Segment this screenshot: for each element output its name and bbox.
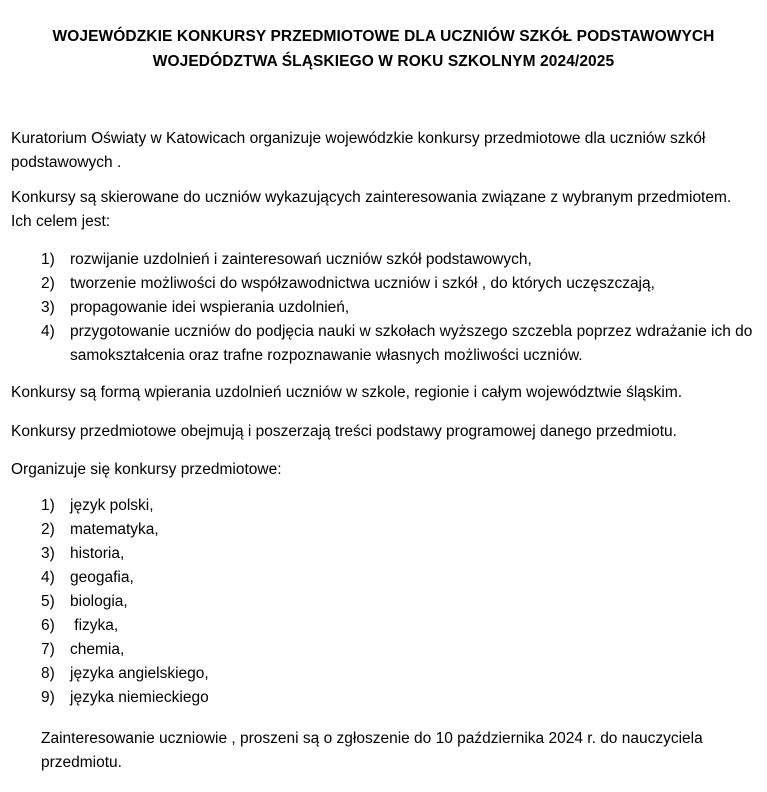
list-item-number: 3) — [41, 299, 55, 316]
list-item — [41, 686, 761, 710]
list-item — [41, 566, 761, 590]
list-item-text: matematyka, — [70, 521, 159, 538]
list-item-number: 8) — [41, 665, 55, 682]
list-item — [41, 662, 761, 686]
intro-paragraph: Kuratorium Oświaty w Katowicach organizuje wojewódzkie konkursy przedmiotowe dla uczniów szkół podstawowych . — [11, 130, 706, 171]
document-title-line-1: WOJEWÓDZKIE KONKURSY PRZEDMIOTOWE DLA UCZNIÓW SZKÓŁ PODSTAWOWYCH — [52, 28, 715, 45]
list-item-text: fizyka, — [70, 617, 119, 634]
list-item-number: 7) — [41, 641, 55, 658]
list-item-text: język polski, — [70, 497, 154, 514]
list-item-number: 1) — [41, 497, 55, 514]
subjects-list — [41, 494, 761, 710]
list-item — [41, 320, 761, 368]
scope-paragraph: Konkursy przedmiotowe obejmują i poszerzają treści podstawy programowej danego przedmiotu. — [11, 423, 677, 440]
list-item — [41, 614, 761, 638]
list-item-text: rozwijanie uzdolnień i zainteresowań uczniów szkół podstawowych, — [70, 251, 532, 268]
list-item — [41, 518, 761, 542]
list-item-number: 9) — [41, 689, 55, 706]
list-item-text: historia, — [70, 545, 125, 562]
list-item-number: 4) — [41, 569, 55, 586]
list-item-number: 4) — [41, 323, 55, 340]
list-item-text: chemia, — [70, 641, 125, 658]
list-item-text: języka niemieckiego — [70, 689, 209, 706]
list-item-text: biologia, — [70, 593, 128, 610]
aims-intro-paragraph: Konkursy są skierowane do uczniów wykazujących zainteresowania związane z wybranym przedmiotem. Ich celem jest: — [11, 189, 732, 230]
list-item-text: geogafia, — [70, 569, 134, 586]
list-item-text: propagowanie idei wspierania uzdolnień, — [70, 299, 350, 316]
list-item-text: przygotowanie uczniów do podjęcia nauki w szkołach wyższego szczebla poprzez wdrażanie ich do samokształcenia oraz trafne rozpoznawanie własnych możliwości uczniów. — [70, 323, 753, 364]
subjects-intro-paragraph: Organizuje się konkursy przedmiotowe: — [11, 461, 282, 478]
aims-list — [41, 248, 761, 368]
list-item-number: 3) — [41, 545, 55, 562]
list-item-number: 2) — [41, 521, 55, 538]
list-item-text: tworzenie możliwości do współzawodnictwa uczniów i szkół , do których uczęszczają, — [70, 275, 655, 292]
list-item — [41, 494, 761, 518]
list-item-number: 1) — [41, 251, 55, 268]
closing-paragraph: Zainteresowanie uczniowie , proszeni są o zgłoszenie do 10 października 2024 r. do nauczyciela przedmiotu. — [41, 730, 703, 771]
list-item-text: języka angielskiego, — [70, 665, 209, 682]
list-item — [41, 248, 761, 272]
list-item — [41, 590, 761, 614]
list-item — [41, 542, 761, 566]
document-title-line-2: WOJEDÓDZTWA ŚLĄSKIEGO W ROKU SZKOLNYM 2024/2025 — [152, 53, 615, 70]
list-item-number: 5) — [41, 593, 55, 610]
list-item — [41, 272, 761, 296]
list-item — [41, 296, 761, 320]
form-paragraph: Konkursy są formą wpierania uzdolnień uczniów w szkole, regionie i całym województwie śląskim. — [11, 384, 683, 401]
list-item-number: 2) — [41, 275, 55, 292]
list-item-number: 6) — [41, 617, 55, 634]
list-item — [41, 638, 761, 662]
